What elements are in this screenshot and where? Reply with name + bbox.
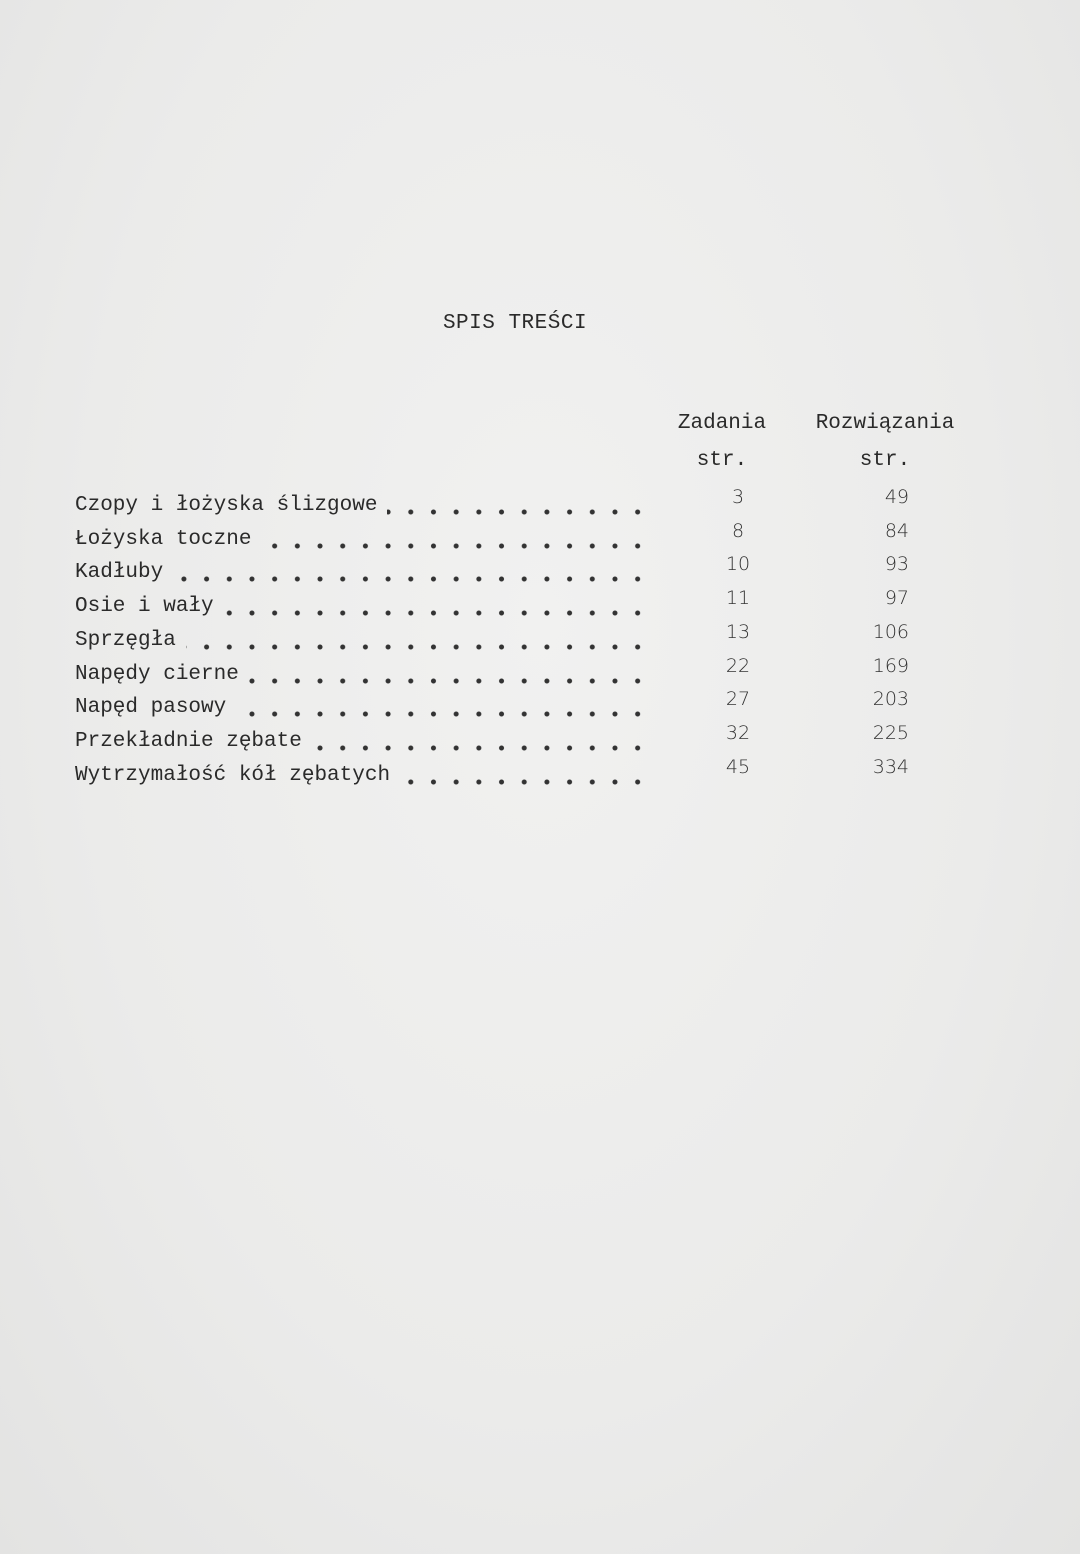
column-header-solutions: Rozwiązania <box>815 412 955 435</box>
solutions-page-number: 225 <box>872 721 909 744</box>
entry-title: Napęd pasowy <box>75 696 227 720</box>
solutions-page-number: 203 <box>872 688 909 711</box>
tasks-page-number: 27 <box>725 688 751 711</box>
solutions-page-number: 169 <box>872 654 909 677</box>
toc-entry <box>75 755 975 794</box>
tasks-page-number: 8 <box>731 519 745 542</box>
dot-leader <box>312 744 649 752</box>
solutions-page-number: 106 <box>872 620 909 643</box>
entry-title: Kadłuby <box>75 561 164 585</box>
solutions-page-number: 84 <box>884 519 909 542</box>
entry-title: Czopy i łożyska ślizgowe <box>75 494 378 517</box>
tasks-page-number: 22 <box>725 654 751 677</box>
column-header-tasks: Zadania <box>677 412 767 435</box>
dot-leader <box>236 710 649 718</box>
tasks-page-number: 11 <box>725 587 751 610</box>
solutions-page-number: 334 <box>872 755 909 778</box>
dot-leader <box>400 778 649 786</box>
column-unit-solutions: str. <box>859 449 911 472</box>
dot-leader <box>224 609 649 617</box>
solutions-page-number: 97 <box>884 587 909 610</box>
entry-title: Sprzęgła <box>75 628 176 652</box>
entry-title: Osie i wały <box>75 595 214 619</box>
tasks-page-number: 13 <box>725 620 751 643</box>
entry-title: Przekładnie zębate <box>75 729 302 753</box>
solutions-page-number: 93 <box>884 553 909 576</box>
solutions-page-number: 49 <box>884 486 909 508</box>
tasks-page-number: 32 <box>725 721 751 744</box>
dot-leader <box>387 508 649 516</box>
entry-title: Wytrzymałość kół zębatych <box>75 763 391 787</box>
page-title: SPIS TREŚCI <box>442 312 588 335</box>
tasks-page-number: 45 <box>725 755 751 778</box>
dot-leader <box>261 542 649 550</box>
entry-title: Napędy cierne <box>75 662 239 686</box>
tasks-page-number: 3 <box>731 486 745 508</box>
dot-leader <box>173 575 649 583</box>
dot-leader <box>186 643 649 651</box>
column-unit-tasks: str. <box>696 449 748 472</box>
tasks-page-number: 10 <box>725 553 751 576</box>
entry-title: Łożyska toczne <box>75 527 252 551</box>
dot-leader <box>249 677 649 685</box>
